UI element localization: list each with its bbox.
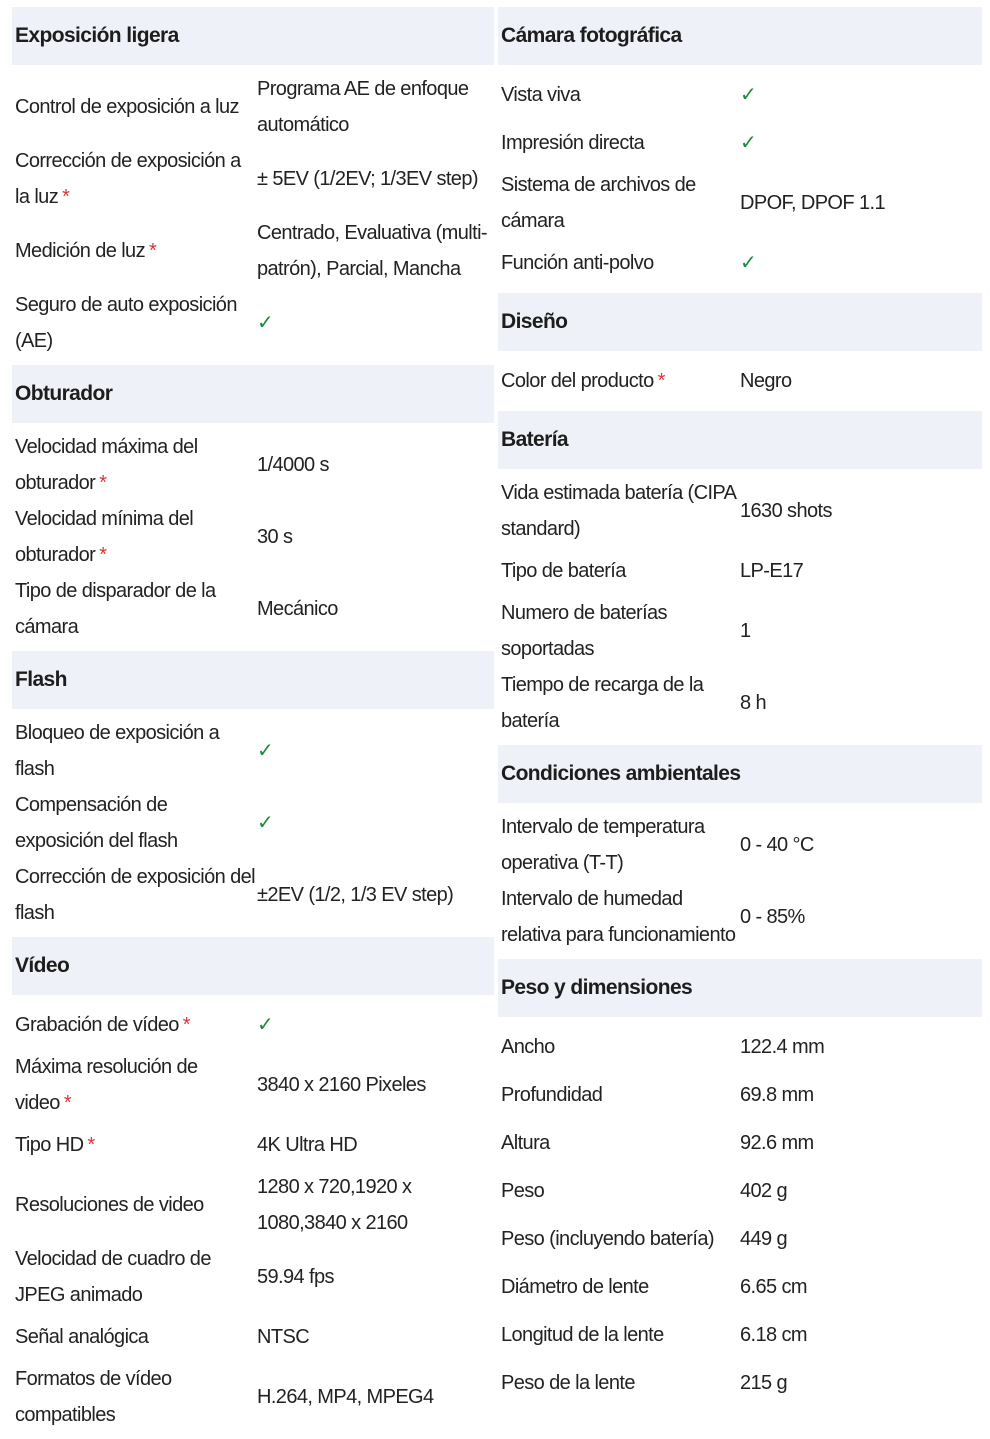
spec-value: 6.65 cm <box>740 1276 807 1298</box>
spec-value: 30 s <box>257 526 293 548</box>
spec-label-text: Intervalo de temperatura operativa (T-T) <box>501 816 705 874</box>
spec-label-text: Medición de luz <box>15 240 145 262</box>
spec-label <box>12 715 257 787</box>
spec-label <box>498 77 740 113</box>
spec-label <box>12 287 257 359</box>
section-header: Diseño <box>498 293 982 351</box>
spec-label <box>12 1049 257 1121</box>
spec-value: 69.8 mm <box>740 1084 814 1106</box>
spec-label-text: Grabación de vídeo <box>15 1014 179 1036</box>
spec-row <box>12 215 494 287</box>
spec-label-text: Máxima resolución de video <box>15 1056 198 1114</box>
spec-label <box>498 475 740 547</box>
spec-label <box>498 881 740 953</box>
spec-label <box>12 1007 257 1043</box>
spec-label <box>498 1317 740 1353</box>
spec-row <box>498 547 982 595</box>
checkmark-icon: ✓ <box>740 84 757 106</box>
spec-value: 4K Ultra HD <box>257 1134 358 1156</box>
spec-label-text: Ancho <box>501 1036 555 1058</box>
spec-row <box>12 859 494 931</box>
spec-section-obturador <box>12 365 494 651</box>
spec-label-text: Velocidad de cuadro de JPEG animado <box>15 1248 211 1306</box>
spec-label <box>12 859 257 931</box>
spec-label <box>498 1029 740 1065</box>
spec-value: 1/4000 s <box>257 454 329 476</box>
spec-label-text: Altura <box>501 1132 550 1154</box>
spec-label <box>12 429 257 501</box>
spec-label-text: Resoluciones de video <box>15 1194 204 1216</box>
spec-section-diseno <box>498 293 982 411</box>
spec-section-flash <box>12 651 494 937</box>
spec-row <box>12 429 494 501</box>
spec-value: Centrado, Evaluativa (multi-patrón), Parcial, Mancha <box>257 222 487 280</box>
spec-value: 6.18 cm <box>740 1324 807 1346</box>
section-header: Obturador <box>12 365 494 423</box>
spec-label <box>12 1187 257 1223</box>
spec-label-text: Intervalo de humedad relativa para funcionamiento <box>501 888 736 946</box>
spec-label <box>12 1127 257 1163</box>
spec-row <box>12 501 494 573</box>
spec-row <box>498 1071 982 1119</box>
spec-value: 59.94 fps <box>257 1266 334 1288</box>
section-header: Flash <box>12 651 494 709</box>
spec-label <box>12 89 257 125</box>
spec-row <box>12 1361 494 1433</box>
spec-label-text: Velocidad mínima del obturador <box>15 508 194 566</box>
spec-label <box>498 1077 740 1113</box>
checkmark-icon: ✓ <box>257 312 274 334</box>
spec-label <box>498 809 740 881</box>
spec-label-text: Corrección de exposición del flash <box>15 866 256 924</box>
spec-row <box>12 715 494 787</box>
spec-row <box>498 167 982 239</box>
spec-row <box>498 71 982 119</box>
spec-value: LP-E17 <box>740 560 804 582</box>
required-asterisk-icon: * <box>99 544 107 566</box>
spec-row <box>12 573 494 645</box>
spec-label-text: Velocidad máxima del obturador <box>15 436 198 494</box>
spec-label <box>498 1269 740 1305</box>
spec-label-text: Señal analógica <box>15 1326 149 1348</box>
spec-row <box>498 119 982 167</box>
section-header: Peso y dimensiones <box>498 959 982 1017</box>
spec-section-peso-y-dimensiones <box>498 959 982 1413</box>
required-asterisk-icon: * <box>657 370 665 392</box>
spec-label <box>498 167 740 239</box>
section-header: Exposición ligera <box>12 7 494 65</box>
spec-label <box>498 1125 740 1161</box>
spec-label-text: Longitud de la lente <box>501 1324 664 1346</box>
spec-label-text: Formatos de vídeo compatibles <box>15 1368 172 1426</box>
spec-value: Negro <box>740 370 792 392</box>
spec-row <box>498 239 982 287</box>
spec-label <box>498 1365 740 1401</box>
spec-label-text: Color del producto <box>501 370 654 392</box>
spec-row <box>498 809 982 881</box>
spec-label-text: Seguro de auto exposición (AE) <box>15 294 237 352</box>
spec-value: 402 g <box>740 1180 788 1202</box>
required-asterisk-icon: * <box>87 1134 95 1156</box>
spec-label-text: Control de exposición a luz <box>15 96 239 118</box>
spec-label <box>12 1241 257 1313</box>
required-asterisk-icon: * <box>182 1014 190 1036</box>
spec-section-video <box>12 937 494 1439</box>
spec-label-text: Peso <box>501 1180 545 1202</box>
spec-label <box>12 501 257 573</box>
spec-label <box>498 1221 740 1257</box>
spec-row <box>498 881 982 953</box>
spec-row <box>12 143 494 215</box>
required-asterisk-icon: * <box>62 186 70 208</box>
spec-value: 1630 shots <box>740 500 832 522</box>
spec-label-text: Función anti-polvo <box>501 252 654 274</box>
spec-value: 122.4 mm <box>740 1036 825 1058</box>
spec-value: 449 g <box>740 1228 788 1250</box>
checkmark-icon: ✓ <box>740 252 757 274</box>
spec-label-text: Peso de la lente <box>501 1372 635 1394</box>
spec-row <box>498 1215 982 1263</box>
spec-value: 92.6 mm <box>740 1132 814 1154</box>
spec-row <box>498 595 982 667</box>
spec-value: Mecánico <box>257 598 338 620</box>
spec-row <box>12 1121 494 1169</box>
spec-label-text: Numero de baterías soportadas <box>501 602 667 660</box>
spec-section-condiciones-ambientales <box>498 745 982 959</box>
spec-label-text: Vida estimada batería (CIPA standard) <box>501 482 736 540</box>
spec-row <box>498 667 982 739</box>
spec-row <box>12 1049 494 1121</box>
spec-label <box>498 553 740 589</box>
spec-value: 215 g <box>740 1372 788 1394</box>
spec-label-text: Corrección de exposición a la luz <box>15 150 241 208</box>
spec-row <box>498 1263 982 1311</box>
spec-label <box>498 595 740 667</box>
spec-column-left <box>12 7 494 1439</box>
spec-label-text: Compensación de exposición del flash <box>15 794 178 852</box>
spec-label <box>498 125 740 161</box>
spec-row <box>12 787 494 859</box>
section-header: Vídeo <box>12 937 494 995</box>
spec-value: 8 h <box>740 692 767 714</box>
spec-row <box>12 1241 494 1313</box>
spec-row <box>12 1001 494 1049</box>
spec-value: 1 <box>740 620 751 642</box>
spec-label <box>12 573 257 645</box>
required-asterisk-icon: * <box>63 1092 72 1114</box>
checkmark-icon: ✓ <box>257 740 274 762</box>
spec-row <box>498 1167 982 1215</box>
spec-value: 1280 x 720,1920 x 1080,3840 x 2160 <box>257 1176 412 1234</box>
required-asterisk-icon: * <box>148 240 157 262</box>
spec-value: H.264, MP4, MPEG4 <box>257 1386 434 1408</box>
spec-label-text: Bloqueo de exposición a flash <box>15 722 220 780</box>
spec-label-text: Profundidad <box>501 1084 603 1106</box>
spec-label-text: Tipo HD <box>15 1134 84 1156</box>
checkmark-icon: ✓ <box>740 132 757 154</box>
spec-value: ± 5EV (1/2EV; 1/3EV step) <box>257 168 478 190</box>
spec-label <box>12 233 257 269</box>
spec-value: NTSC <box>257 1326 310 1348</box>
checkmark-icon: ✓ <box>257 1014 274 1036</box>
spec-label-text: Tipo de disparador de la cámara <box>15 580 216 638</box>
spec-section-camara-fotografica <box>498 7 982 293</box>
section-header: Cámara fotográfica <box>498 7 982 65</box>
spec-label <box>12 143 257 215</box>
spec-row <box>12 287 494 359</box>
spec-row <box>498 1311 982 1359</box>
spec-row <box>498 1119 982 1167</box>
spec-label <box>498 1173 740 1209</box>
spec-value: 3840 x 2160 Pixeles <box>257 1074 426 1096</box>
spec-row <box>12 71 494 143</box>
spec-value: ±2EV (1/2, 1/3 EV step) <box>257 884 454 906</box>
spec-label <box>498 667 740 739</box>
spec-label-text: Peso (incluyendo batería) <box>501 1228 714 1250</box>
required-asterisk-icon: * <box>99 472 107 494</box>
spec-row <box>498 357 982 405</box>
spec-value: 0 - 40 °C <box>740 834 814 856</box>
section-header: Condiciones ambientales <box>498 745 982 803</box>
spec-label-text: Diámetro de lente <box>501 1276 649 1298</box>
spec-label-text: Sistema de archivos de cámara <box>501 174 696 232</box>
spec-column-right <box>498 7 982 1413</box>
spec-label <box>12 1319 257 1355</box>
spec-row <box>498 475 982 547</box>
spec-label-text: Tiempo de recarga de la batería <box>501 674 704 732</box>
section-header: Batería <box>498 411 982 469</box>
spec-row <box>12 1169 494 1241</box>
spec-value: Programa AE de enfoque automático <box>257 78 469 136</box>
spec-label <box>498 245 740 281</box>
spec-label <box>12 1361 257 1433</box>
spec-label-text: Tipo de batería <box>501 560 626 582</box>
spec-section-exposicion-ligera <box>12 7 494 365</box>
spec-value: 0 - 85% <box>740 906 805 928</box>
spec-label-text: Impresión directa <box>501 132 645 154</box>
spec-label <box>12 787 257 859</box>
checkmark-icon: ✓ <box>257 812 274 834</box>
spec-section-bateria <box>498 411 982 745</box>
spec-label-text: Vista viva <box>501 84 581 106</box>
spec-label <box>498 363 740 399</box>
spec-row <box>498 1023 982 1071</box>
spec-value: DPOF, DPOF 1.1 <box>740 192 885 214</box>
spec-row <box>12 1313 494 1361</box>
